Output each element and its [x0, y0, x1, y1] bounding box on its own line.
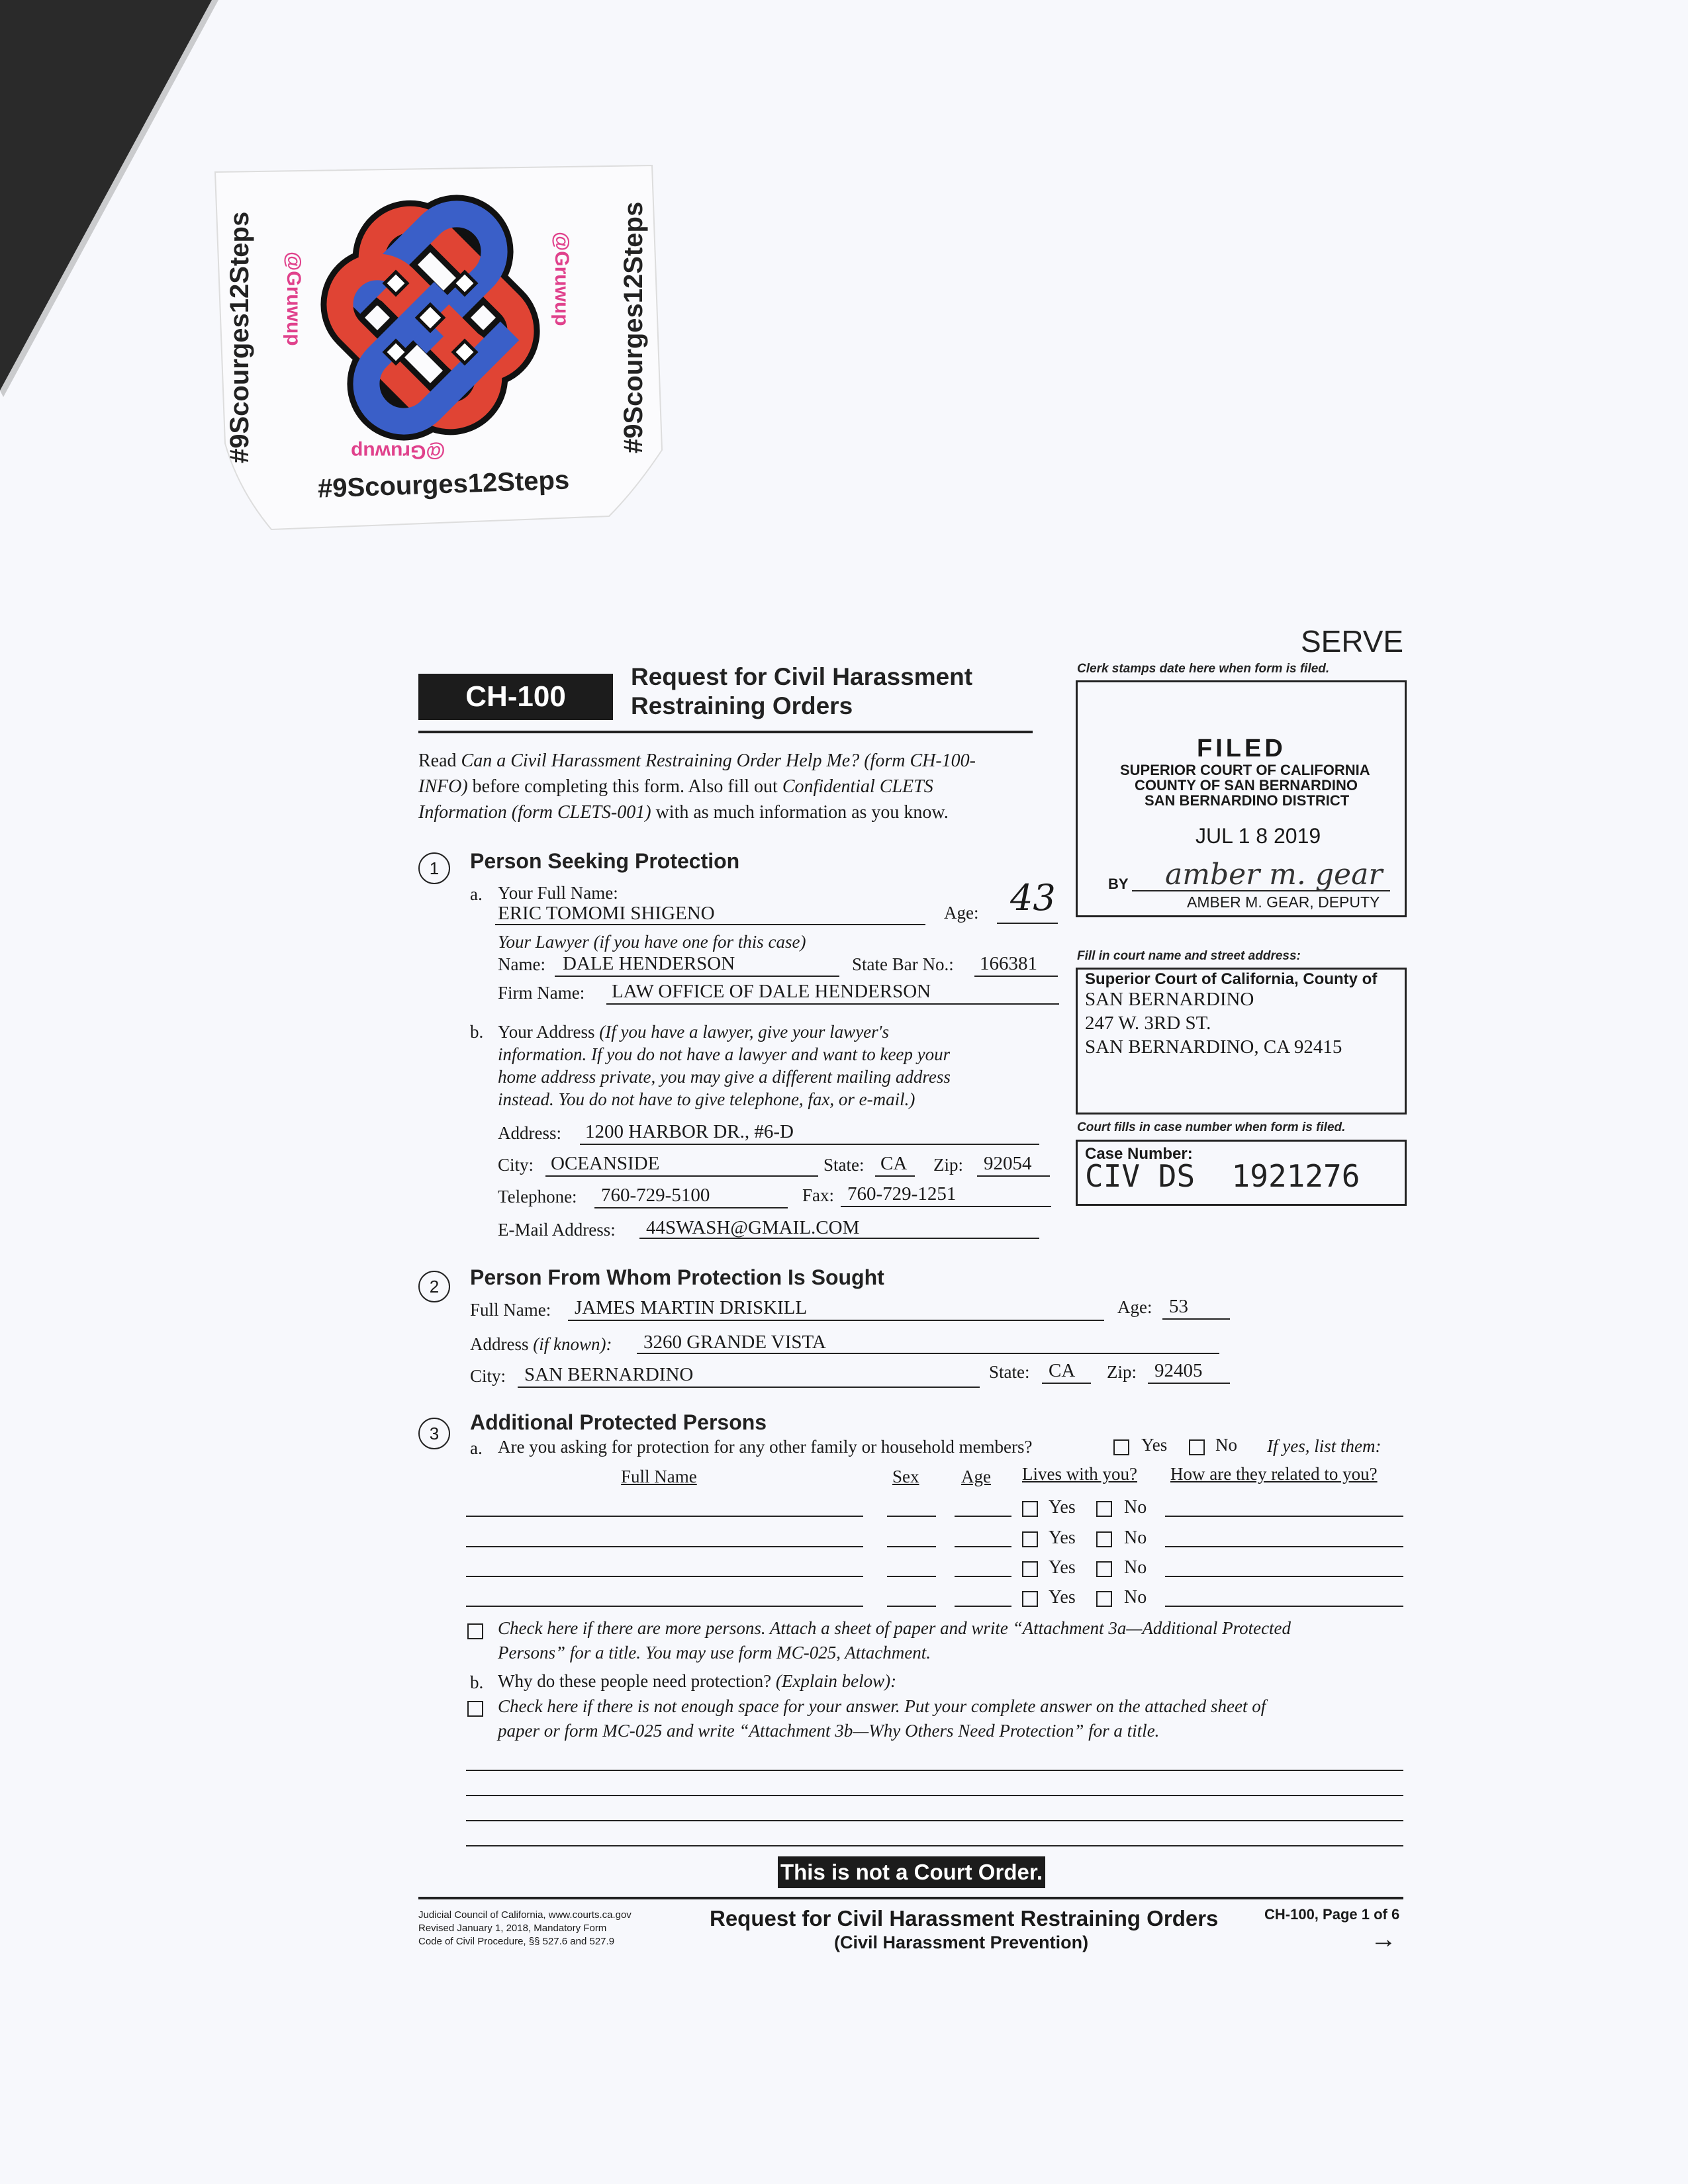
- s3-b-label: b.: [470, 1672, 484, 1692]
- s1-lawyer-name-label: Name:: [498, 954, 545, 974]
- filed-deputy: AMBER M. GEAR, DEPUTY: [1187, 893, 1380, 911]
- s2-city[interactable]: SAN BERNARDINO: [524, 1364, 694, 1385]
- form-title-line2: Restraining Orders: [631, 692, 853, 719]
- s2-full-name-label: Full Name:: [470, 1300, 551, 1320]
- person-age-field[interactable]: [955, 1606, 1011, 1607]
- person-sex-field[interactable]: [887, 1606, 936, 1607]
- explain-line-1[interactable]: [466, 1770, 1403, 1771]
- s1-state[interactable]: CA: [880, 1153, 908, 1174]
- col-age: Age: [961, 1467, 991, 1486]
- s3-no-space-checkbox[interactable]: [467, 1701, 483, 1717]
- next-page-arrow-icon[interactable]: →: [1370, 1925, 1397, 1954]
- filed-court-line2: COUNTY OF SAN BERNARDINO: [1135, 777, 1358, 794]
- explain-line-2[interactable]: [466, 1795, 1403, 1796]
- footer-page-number: CH-100, Page 1 of 6: [1264, 1906, 1400, 1923]
- not-court-order-banner: This is not a Court Order.: [778, 1856, 1045, 1888]
- sticker-handle-left: @Gruwup: [283, 251, 305, 346]
- s1-zip-label: Zip:: [933, 1155, 963, 1175]
- section-3-number: 3: [418, 1418, 450, 1449]
- lives-yes-label: Yes: [1049, 1557, 1076, 1578]
- case-number-value: CIV DS 1921276: [1085, 1158, 1360, 1194]
- person-age-field[interactable]: [955, 1546, 1011, 1547]
- person-name-field[interactable]: [466, 1546, 863, 1547]
- header-rule: [418, 731, 1033, 733]
- sticker-hashtag-right: #9Scourges12Steps: [619, 201, 648, 453]
- lives-yes-label: Yes: [1049, 1497, 1076, 1518]
- section-2-number: 2: [418, 1271, 450, 1302]
- person-relation-field[interactable]: [1165, 1606, 1403, 1607]
- s1-address-note: Your Address (If you have a lawyer, give your lawyer's information. If you do not have a lawyer and want to keep your home address private, you may give a different mailing address instead. You do not have to give telephone, fax, or e-mail.): [498, 1022, 951, 1109]
- section-2-title: Person From Whom Protection Is Sought: [470, 1265, 884, 1289]
- filed-court-line1: SUPERIOR COURT OF CALIFORNIA: [1120, 762, 1370, 778]
- s2-age-label: Age:: [1117, 1297, 1152, 1317]
- col-sex: Sex: [892, 1467, 919, 1486]
- footer-rule: [418, 1897, 1403, 1899]
- court-county: SAN BERNARDINO: [1085, 989, 1254, 1010]
- s2-zip-label: Zip:: [1107, 1362, 1137, 1382]
- s1-lawyer-label: Your Lawyer (if you have one for this case): [498, 932, 806, 952]
- lives-no-label: No: [1124, 1557, 1147, 1578]
- filed-stamp: FILED: [1197, 735, 1286, 762]
- s2-address[interactable]: 3260 GRANDE VISTA: [643, 1332, 826, 1353]
- s3-no-label: No: [1215, 1435, 1237, 1455]
- court-name: Superior Court of California, County of: [1085, 970, 1378, 988]
- s3-no-checkbox[interactable]: [1189, 1439, 1205, 1455]
- s1-firm-label: Firm Name:: [498, 983, 585, 1003]
- lives-no-checkbox[interactable]: [1096, 1591, 1112, 1607]
- s2-address-label: Address (if known):: [470, 1334, 612, 1354]
- s3-more-persons-checkbox[interactable]: [467, 1623, 483, 1639]
- lives-no-label: No: [1124, 1587, 1147, 1608]
- sticker-handle-bottom: @Gruwup: [351, 441, 445, 463]
- scan-shadow: [0, 0, 218, 397]
- s3-why-question: Why do these people need protection? (Explain below):: [498, 1671, 897, 1691]
- lives-no-checkbox[interactable]: [1096, 1531, 1112, 1547]
- celtic-knot-logo: [291, 179, 569, 457]
- person-age-field[interactable]: [955, 1516, 1011, 1517]
- lives-no-checkbox[interactable]: [1096, 1561, 1112, 1577]
- explain-line-4[interactable]: [466, 1845, 1403, 1846]
- s1-city-label: City:: [498, 1155, 534, 1175]
- sticker-hashtag-left: #9Scourges12Steps: [225, 211, 254, 463]
- s1-phone-label: Telephone:: [498, 1187, 577, 1206]
- footer-title: Request for Civil Harassment Restraining Orders: [710, 1906, 1219, 1931]
- s3-more-persons-text: Check here if there are more persons. Attach a sheet of paper and write “Attachment 3a—Additional Protected Persons” for a title. You may use form MC-025, Attachment.: [498, 1618, 1291, 1662]
- section-3-title: Additional Protected Persons: [470, 1410, 767, 1434]
- s2-state[interactable]: CA: [1049, 1360, 1076, 1381]
- s1-email-label: E-Mail Address:: [498, 1220, 616, 1240]
- lives-no-checkbox[interactable]: [1096, 1501, 1112, 1517]
- s3-a-label: a.: [470, 1438, 483, 1458]
- sticker-hashtag-bottom: #9Scourges12Steps: [317, 465, 570, 504]
- col-full-name: Full Name: [621, 1467, 697, 1486]
- lives-no-label: No: [1124, 1497, 1147, 1518]
- person-relation-field[interactable]: [1165, 1576, 1403, 1577]
- s1-state-label: State:: [823, 1155, 865, 1175]
- person-name-field[interactable]: [466, 1606, 863, 1607]
- intro-text: Read Can a Civil Harassment Restraining Order Help Me? (form CH-100- INFO) before completing this form. Also fill out Confidential CLETS Information (form CLETS-001) with as much information as you know.: [418, 751, 976, 823]
- filed-date: JUL 1 8 2019: [1196, 824, 1321, 848]
- s3-question: Are you asking for protection for any other family or household members?: [498, 1437, 1033, 1457]
- s2-state-label: State:: [989, 1362, 1030, 1382]
- lives-yes-label: Yes: [1049, 1527, 1076, 1548]
- s1-age-label: Age:: [944, 903, 979, 923]
- footer-council: Judicial Council of California, www.courts.ca.gov Revised January 1, 2018, Mandatory Form Code of Civil Procedure, §§ 527.6 and 527.9: [418, 1909, 632, 1947]
- s1-phone[interactable]: 760-729-5100: [601, 1185, 710, 1206]
- person-name-field[interactable]: [466, 1516, 863, 1517]
- s3-if-yes: If yes, list them:: [1267, 1436, 1382, 1456]
- s1-fax[interactable]: 760-729-1251: [847, 1183, 957, 1205]
- clerk-signature: amber m. gear: [1165, 858, 1383, 891]
- court-street: 247 W. 3RD ST.: [1085, 1013, 1211, 1034]
- s1-a-label: a.: [470, 884, 483, 904]
- s2-age[interactable]: 53: [1169, 1296, 1188, 1317]
- s1-age[interactable]: 43: [1010, 877, 1056, 919]
- col-related: How are they related to you?: [1170, 1464, 1378, 1484]
- clerk-stamp-label: Clerk stamps date here when form is filed.: [1077, 662, 1330, 676]
- lives-yes-checkbox[interactable]: [1022, 1591, 1038, 1607]
- s3-yes-label: Yes: [1141, 1435, 1168, 1455]
- person-age-field[interactable]: [955, 1576, 1011, 1577]
- s1-lawyer-name[interactable]: DALE HENDERSON: [563, 953, 735, 974]
- s1-firm-name[interactable]: LAW OFFICE OF DALE HENDERSON: [612, 981, 931, 1002]
- court-address-label: Fill in court name and street address:: [1077, 949, 1301, 963]
- person-relation-field[interactable]: [1165, 1546, 1403, 1547]
- s1-zip[interactable]: 92054: [984, 1153, 1032, 1174]
- case-number-note: Court fills in case number when form is filed.: [1077, 1120, 1346, 1134]
- lives-yes-checkbox[interactable]: [1022, 1501, 1038, 1517]
- person-relation-field[interactable]: [1165, 1516, 1403, 1517]
- form-title-line1: Request for Civil Harassment: [631, 663, 973, 690]
- filed-by-label: BY: [1108, 876, 1129, 892]
- s1-full-name-label: Your Full Name:: [498, 883, 618, 903]
- lives-yes-checkbox[interactable]: [1022, 1561, 1038, 1577]
- col-lives-with: Lives with you?: [1022, 1464, 1137, 1484]
- explain-line-3[interactable]: [466, 1820, 1403, 1821]
- s1-address[interactable]: 1200 HARBOR DR., #6-D: [585, 1121, 794, 1142]
- section-1-title: Person Seeking Protection: [470, 849, 740, 873]
- person-name-field[interactable]: [466, 1576, 863, 1577]
- s1-city[interactable]: OCEANSIDE: [551, 1153, 660, 1174]
- section-1-number: 1: [418, 852, 450, 884]
- sticker: [212, 159, 669, 543]
- sticker-handle-right: @Gruwup: [551, 232, 573, 326]
- serve-stamp: SERVE: [1301, 624, 1404, 659]
- court-city: SAN BERNARDINO, CA 92415: [1085, 1036, 1342, 1058]
- s3-no-space-text: Check here if there is not enough space for your answer. Put your complete answer on the attached sheet of paper or form MC-025 and write “Attachment 3b—Why Others Need Protection” for a title.: [498, 1696, 1266, 1741]
- s1-bar-label: State Bar No.:: [852, 954, 954, 974]
- person-sex-field[interactable]: [887, 1576, 936, 1577]
- lives-yes-label: Yes: [1049, 1587, 1076, 1608]
- person-sex-field[interactable]: [887, 1516, 936, 1517]
- s2-zip[interactable]: 92405: [1154, 1360, 1203, 1381]
- s2-city-label: City:: [470, 1366, 506, 1386]
- footer-subtitle: (Civil Harassment Prevention): [834, 1933, 1089, 1952]
- s1-full-name[interactable]: ERIC TOMOMI SHIGENO: [498, 903, 715, 924]
- lives-yes-checkbox[interactable]: [1022, 1531, 1038, 1547]
- s1-fax-label: Fax:: [802, 1185, 835, 1205]
- case-number-label: Case Number:: [1085, 1145, 1193, 1163]
- s1-email[interactable]: 44SWASH@GMAIL.COM: [646, 1217, 860, 1238]
- filed-court-line3: SAN BERNARDINO DISTRICT: [1145, 792, 1350, 809]
- s1-b-label: b.: [470, 1022, 484, 1042]
- s2-full-name[interactable]: JAMES MARTIN DRISKILL: [575, 1297, 808, 1318]
- s1-bar-number[interactable]: 166381: [980, 953, 1037, 974]
- person-sex-field[interactable]: [887, 1546, 936, 1547]
- lives-no-label: No: [1124, 1527, 1147, 1548]
- s3-yes-checkbox[interactable]: [1113, 1439, 1129, 1455]
- s1-address-label: Address:: [498, 1123, 561, 1143]
- form-id-badge: CH-100: [418, 674, 613, 720]
